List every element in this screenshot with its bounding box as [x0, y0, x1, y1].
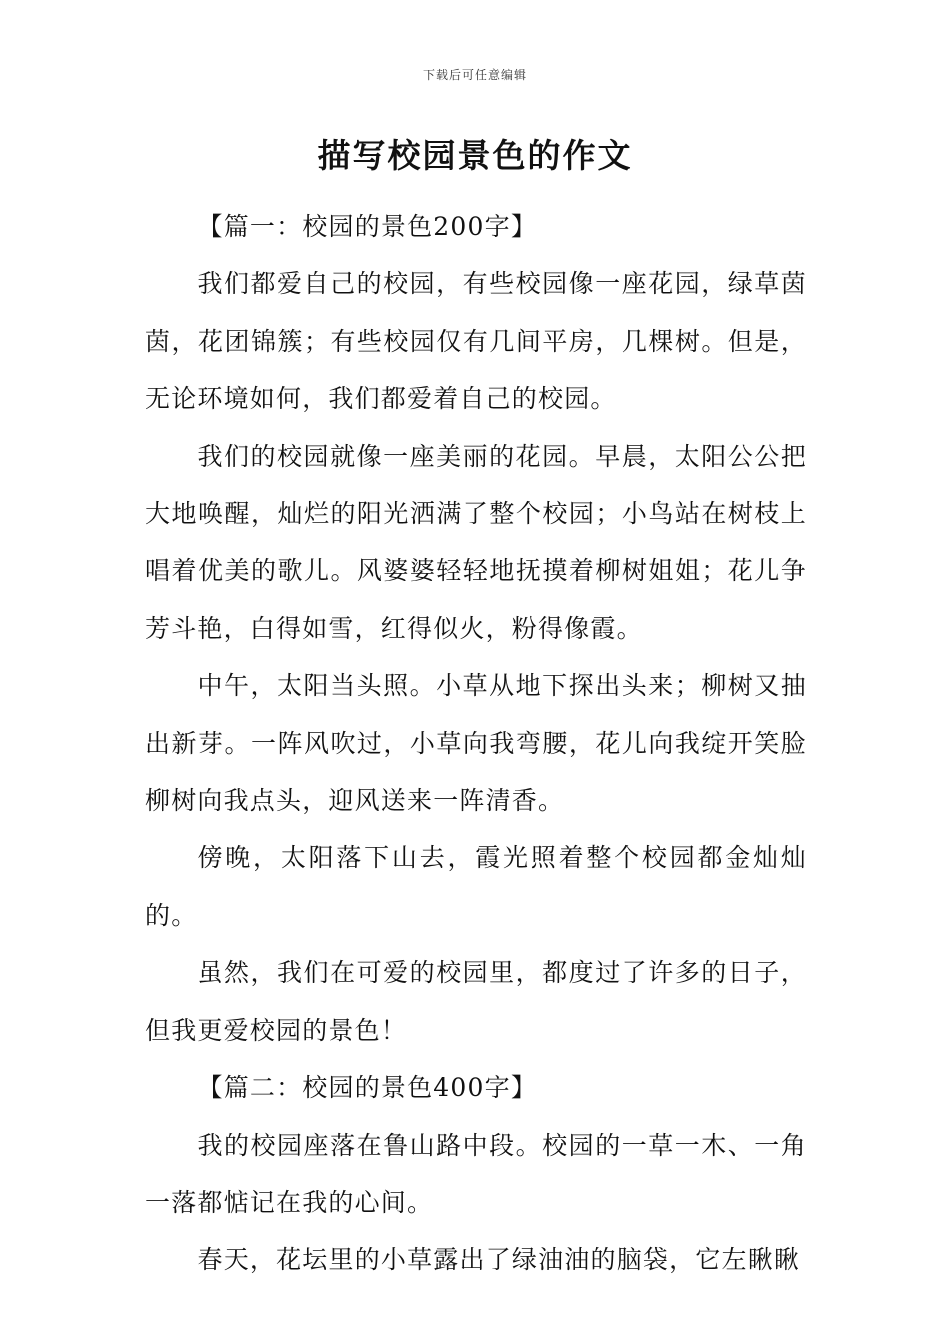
paragraph: 傍晚，太阳落下山去，霞光照着整个校园都金灿灿的。 — [145, 843, 807, 930]
paragraph: 春天，花坛里的小草露出了绿油油的脑袋，它左瞅瞅 — [197, 1245, 801, 1275]
header-note: 下载后可任意编辑 — [422, 68, 527, 82]
section-heading-2: 【篇二：校园的景色400字】 — [197, 1073, 538, 1103]
paragraph: 我们的校园就像一座美丽的花园。早晨，太阳公公把大地唤醒，灿烂的阳光洒满了整个校园；小鸟站在树枝上唱着优美的歌儿。风婆婆轻轻地抚摸着柳树姐姐；花儿争芳斗艳，白得如雪，红得似火，粉得像霞。 — [145, 441, 807, 643]
paragraph: 我们都爱自己的校园，有些校园像一座花园，绿草茵茵，花团锦簇；有些校园仅有几间平房，几棵树。但是，无论环境如何，我们都爱着自己的校园。 — [145, 269, 807, 414]
document-body — [145, 198, 807, 1289]
section-heading-1: 【篇一：校园的景色200字】 — [197, 212, 538, 241]
paragraph: 中午，太阳当头照。小草从地下探出头来；柳树又抽出新芽。一阵风吹过，小草向我弯腰，花儿向我绽开笑脸柳树向我点头，迎风送来一阵清香。 — [145, 671, 807, 816]
paragraph: 我的校园座落在鲁山路中段。校园的一草一木、一角一落都惦记在我的心间。 — [145, 1130, 807, 1217]
document-title: 描写校园景色的作文 — [317, 136, 633, 175]
paragraph: 虽然，我们在可爱的校园里，都度过了许多的日子，但我更爱校园的景色！ — [145, 958, 807, 1045]
